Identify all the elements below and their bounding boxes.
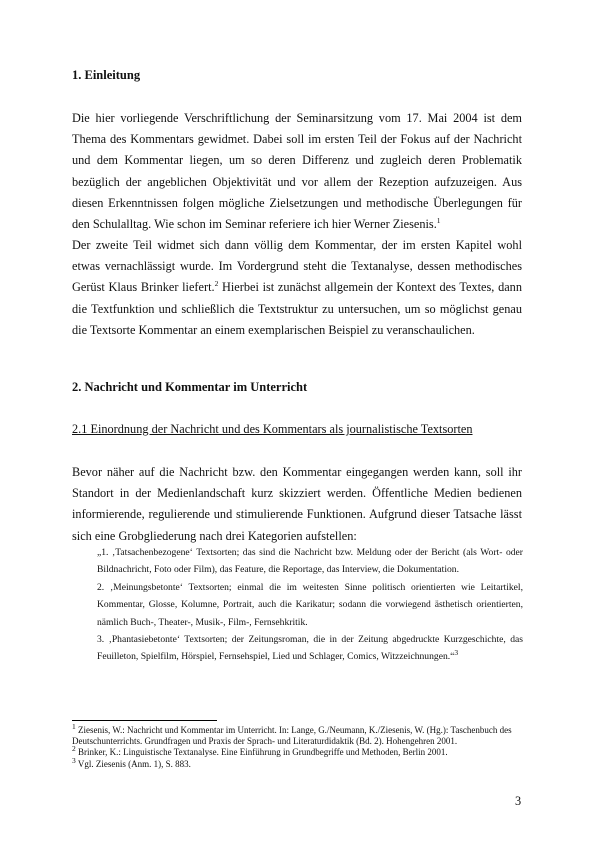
footnote-ref-1: 1 bbox=[436, 215, 441, 225]
footnote-divider bbox=[72, 720, 217, 721]
paragraph-2b-text: Hierbei ist zunächst allgemein der Kontext des Textes, dann die Textfunktion und schließlich die Textstruktur zu untersuchen, um so möglichst genau die Textsorte Kommentar an einem exemplarischen Beispiel zu veranschaulichen. bbox=[72, 280, 522, 337]
footnote-1 bbox=[72, 722, 522, 747]
footnote-ref-2: 2 bbox=[214, 279, 219, 289]
quote-item-3 bbox=[97, 631, 523, 666]
footnote-3-text: Vgl. Ziesenis (Anm. 1), S. 883. bbox=[75, 758, 191, 769]
quote-item-2: 2. ‚Meinungsbetonte‘ Textsorten; einmal die im weitesten Sinne politisch orientierten wie Leitartikel, Kommentar, Glosse, Kolumne, Portrait, auch die Karikatur; sodann die vorwiegend ästhetisch orientierten, nämlich Buch-, Theater-, Musik-, Film-, Fernsehkritik. bbox=[97, 581, 523, 628]
quote-item-3-text: 3. ‚Phantasiebetonte‘ Textsorten; der Zeitungsroman, die in der Zeitung abgedruckte Kurzgeschichte, das Feuilleton, Spielfilm, Hörspiel, Fernsehspiel, Lied und Schlager, Comics, Witzzeichnungen.“ bbox=[97, 634, 523, 663]
footnote-ref-3: 3 bbox=[454, 648, 459, 658]
footnote-2-text: Brinker, K.: Linguistische Textanalyse. Eine Einführung in Grundbegriffe und Methoden, Berlin 2001. bbox=[75, 747, 448, 758]
footnotes bbox=[72, 722, 522, 770]
block-quote bbox=[97, 544, 523, 666]
footnote-2 bbox=[72, 744, 522, 758]
page-number: 3 bbox=[515, 794, 522, 808]
quote-item-1: „1. ‚Tatsachenbezogene‘ Textsorten; das sind die Nachricht bzw. Meldung oder der Bericht (als Wort- oder Bildnachricht, Foto oder Film), das Feature, die Reportage, das Interview, die Dokumentation. bbox=[97, 547, 523, 576]
footnote-2-number: 2 bbox=[72, 744, 76, 754]
section-2-paragraph: Bevor näher auf die Nachricht bzw. den Kommentar eingegangen werden kann, soll ihr Standort in der Medienlandschaft kurz skizziert werden. Öffentliche Medien bedienen informierende, regulierende und stimulierende Funktionen. Aufgrund dieser Tatsache lässt sich eine Grobgliederung nach drei Kategorien aufstellen: bbox=[72, 465, 522, 543]
section-2-1-subheading: 2.1 Einordnung der Nachricht und des Kommentars als journalistische Textsorten bbox=[72, 422, 473, 436]
footnote-3 bbox=[72, 755, 522, 770]
section-2-heading: 2. Nachricht und Kommentar im Unterricht bbox=[72, 380, 308, 394]
footnote-1-text: Ziesenis, W.: Nachricht und Kommentar im Unterricht. In: Lange, G./Neumann, K./Ziesenis, W. (Hg.): Taschenbuch des Deutschunterrichts. Grundfragen und Praxis der Sprach- und Literaturdidaktik (Bd. 2). Hohengehren 2001. bbox=[72, 725, 512, 747]
section-1-paragraph-1 bbox=[72, 108, 522, 235]
footnote-1-number: 1 bbox=[72, 722, 76, 731]
paragraph-1-text: Die hier vorliegende Verschriftlichung der Seminarsitzung vom 17. Mai 2004 ist dem Thema des Kommentars gewidmet. Dabei soll im ersten Teil der Fokus auf der Nachricht und dem Kommentar liegen, um so deren Differenz und zugleich deren Problematik bezüglich der angeblichen Objektivität und vor allem der Rezeption aufzuzeigen. Aus diesen Erkenntnissen folgen mögliche Zielsetzungen und methodische Überlegungen für den Schulalltag. Wie schon im Seminar referiere ich hier Werner Ziesenis. bbox=[72, 111, 522, 232]
section-1-heading: 1. Einleitung bbox=[72, 68, 141, 82]
footnote-3-number: 3 bbox=[72, 755, 76, 765]
section-1-paragraph-2 bbox=[72, 235, 522, 341]
paragraph-2a-text: Der zweite Teil widmet sich dann völlig dem Kommentar, der im ersten Kapitel wohl etwas vernachlässigt wurde. Im Vordergrund steht die Textanalyse, dessen methodisches Gerüst Klaus Brinker liefert. bbox=[72, 238, 522, 295]
